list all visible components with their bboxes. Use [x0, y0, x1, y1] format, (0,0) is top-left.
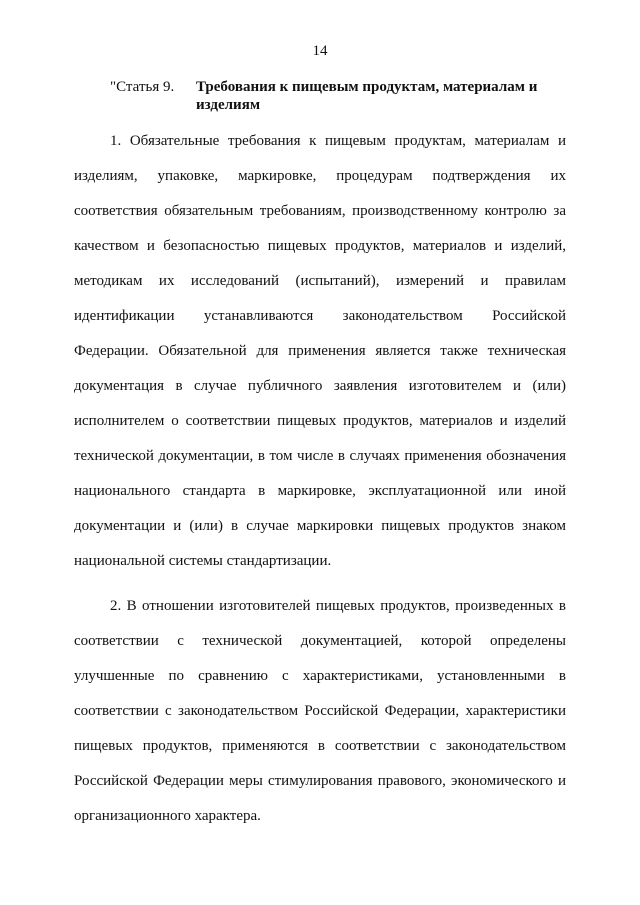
paragraph-1: 1. Обязательные требования к пищевым продуктам, материалам и изделиям, упаковке, маркировке, процедурам подтверждения их соответствия обязательным требованиям, производственному контролю за качеством и безопасностью пищевых продуктов, материалов и изделий, методикам их исследований (испытаний), измерений и правилам идентификации устанавливаются законодательством Российской Федерации. Обязательной для применения является также техническая документация в случае публичного заявления изготовителем и (или) исполнителем о соответствии пищевых продуктов, материалов и изделий технической документации, в том числе в случаях применения обозначения национального стандарта в маркировке, эксплуатационной или иной документации и (или) в случае маркировки пищевых продуктов знаком национальной системы стандартизации. — [74, 133, 566, 569]
article-title: Требования к пищевым продуктам, материалам и изделиям — [196, 79, 538, 113]
article-label: "Статья 9. — [110, 79, 175, 95]
page-number: 14 — [312, 43, 328, 59]
article-body — [74, 124, 566, 834]
paragraph-2: 2. В отношении изготовителей пищевых продуктов, произведенных в соответствии с технической документацией, которой определены улучшенные по сравнению с характеристиками, установленными в соответствии с законодательством Российской Федерации, характеристики пищевых продуктов, применяются в соответствии с законодательством Российской Федерации меры стимулирования правового, экономического и организационного характера. — [74, 598, 566, 824]
